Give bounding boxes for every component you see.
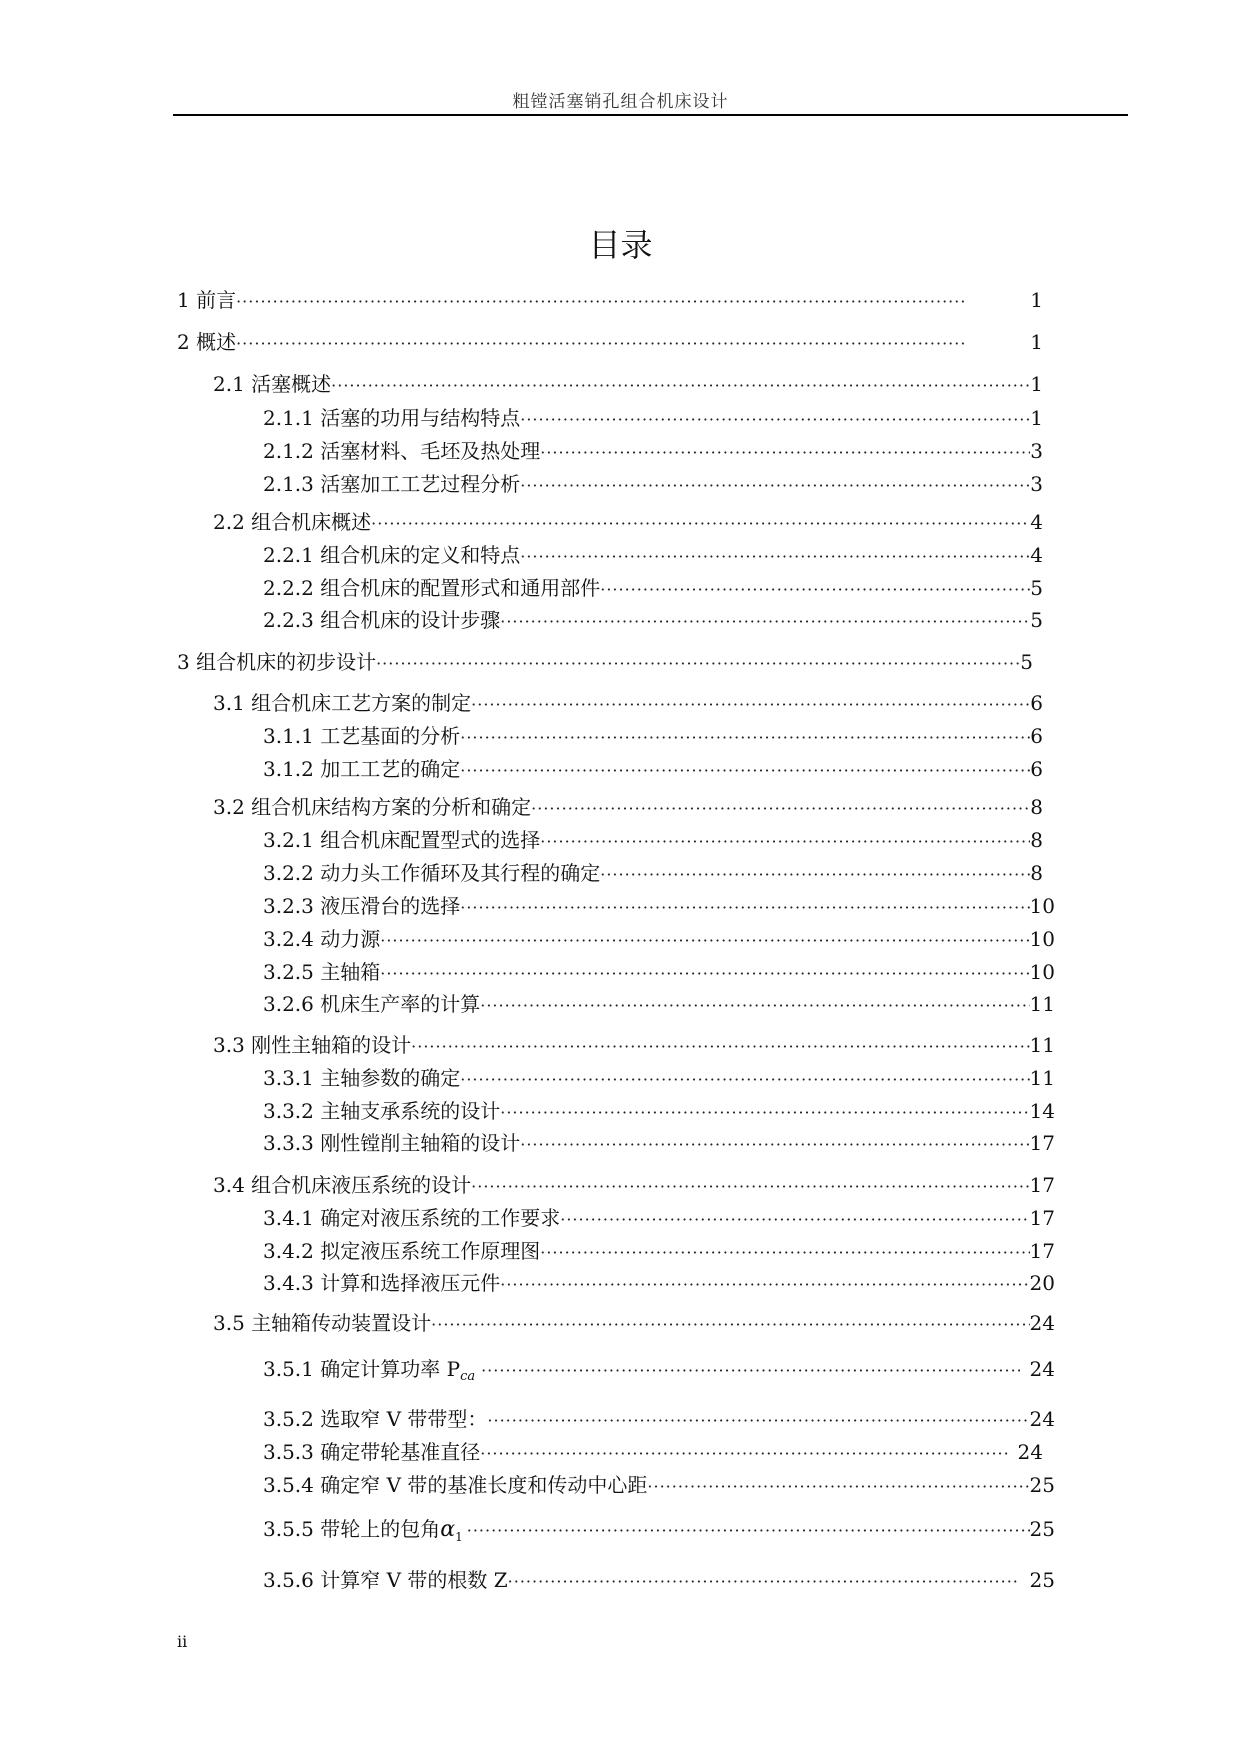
toc-entry-label <box>263 1355 475 1391</box>
toc-leader-dots <box>647 1473 1029 1501</box>
toc-entry-label: 3.4.1 确定对液压系统的工作要求 <box>263 1206 561 1230</box>
toc-entry[interactable] <box>263 1269 1055 1297</box>
toc-entry[interactable] <box>263 925 1055 953</box>
toc-entry-page: 24 <box>1029 1407 1055 1431</box>
toc-entry-page: 6 <box>1030 691 1043 715</box>
toc-entry-text: 3.5.5 带轮上的包角 <box>263 1517 441 1541</box>
toc-entry-page: 17 <box>1029 1173 1055 1197</box>
toc-entry-page: 14 <box>1029 1099 1055 1123</box>
subscript: 1 <box>455 1530 463 1544</box>
toc-entry[interactable] <box>177 328 1043 356</box>
header-rule <box>173 114 1128 116</box>
toc-entry[interactable] <box>263 404 1043 432</box>
toc-entry-page: 3 <box>1030 439 1043 463</box>
toc-entry-label: 3.2.2 动力头工作循环及其行程的确定 <box>263 861 601 885</box>
toc-title: 目录 <box>588 226 653 264</box>
toc-entry-text: 3.5.1 确定计算功率 P <box>263 1357 461 1381</box>
toc-entry-label: 3.5 主轴箱传动装置设计 <box>213 1311 432 1335</box>
toc-leader-dots <box>531 795 1030 823</box>
footer-page-number: ii <box>177 1632 188 1651</box>
toc-entry-label: 3.2.5 主轴箱 <box>263 960 381 984</box>
toc-entry-page: 4 <box>1030 543 1043 567</box>
toc-entry-page: 5 <box>1020 650 1033 674</box>
toc-entry-page: 25 <box>1029 1473 1055 1497</box>
toc-entry[interactable] <box>263 541 1043 569</box>
alpha-symbol: α <box>440 1517 456 1542</box>
toc-leader-dots <box>380 960 1029 988</box>
toc-entry-page: 24 <box>1017 1440 1043 1464</box>
toc-entry-page: 25 <box>1029 1568 1055 1592</box>
toc-leader-dots <box>376 650 1020 678</box>
toc-entry-label: 2.1.2 活塞材料、毛坯及热处理 <box>263 439 541 463</box>
toc-entry-label: 2 概述 <box>177 330 237 354</box>
toc-leader-dots <box>560 1206 1029 1234</box>
toc-leader-dots <box>540 439 1030 467</box>
toc-entry[interactable] <box>263 826 1043 854</box>
toc-entry-page: 17 <box>1029 1206 1055 1230</box>
toc-entry-label: 3.3.2 主轴支承系统的设计 <box>263 1099 501 1123</box>
toc-entry[interactable] <box>213 1031 1055 1059</box>
toc-entry-label: 3.2.3 液压滑台的选择 <box>263 894 461 918</box>
toc-leader-dots <box>520 543 1030 571</box>
toc-entry-label: 3.5.3 确定带轮基准直径 <box>263 1440 481 1464</box>
toc-entry-label: 2.2.3 组合机床的设计步骤 <box>263 608 501 632</box>
toc-leader-dots <box>500 608 1030 636</box>
toc-entry[interactable] <box>263 1471 1055 1499</box>
toc-entry[interactable] <box>263 722 1043 750</box>
toc-leader-dots <box>540 828 1030 856</box>
toc-leader-dots <box>236 288 1030 316</box>
toc-entry[interactable] <box>263 1129 1055 1157</box>
toc-entry-label: 2.2 组合机床概述 <box>213 510 372 534</box>
running-header: 粗镗活塞销孔组合机床设计 <box>512 92 729 112</box>
toc-entry[interactable] <box>263 990 1055 1018</box>
toc-entry-label: 2.1.1 活塞的功用与结构特点 <box>263 406 521 430</box>
toc-entry-page: 1 <box>1030 406 1043 430</box>
toc-entry-page: 11 <box>1029 992 1055 1016</box>
toc-entry-label: 3.4.2 拟定液压系统工作原理图 <box>263 1239 541 1263</box>
toc-leader-dots <box>460 724 1030 752</box>
toc-entry[interactable] <box>263 437 1043 465</box>
toc-entry-page: 1 <box>1030 288 1043 312</box>
toc-leader-dots <box>500 1271 1029 1299</box>
toc-entry[interactable] <box>263 1405 1055 1433</box>
toc-leader-dots <box>500 1099 1029 1127</box>
toc-entry-page: 10 <box>1029 960 1055 984</box>
toc-entry-page: 8 <box>1030 861 1043 885</box>
toc-entry[interactable] <box>263 606 1043 634</box>
toc-leader-dots <box>471 1173 1029 1201</box>
toc-entry-page: 6 <box>1030 724 1043 748</box>
toc-entry-page: 5 <box>1030 576 1043 600</box>
toc-entry[interactable] <box>263 1204 1055 1232</box>
toc-entry-page: 1 <box>1030 330 1043 354</box>
toc-entry-page: 1 <box>1030 372 1043 396</box>
toc-entry-label: 3.1.1 工艺基面的分析 <box>263 724 461 748</box>
toc-entry-label: 3.2.1 组合机床配置型式的选择 <box>263 828 541 852</box>
toc-entry-page: 25 <box>1029 1517 1055 1541</box>
toc-entry-label: 3.3.1 主轴参数的确定 <box>263 1066 461 1090</box>
toc-entry-label: 3.2 组合机床结构方案的分析和确定 <box>213 795 532 819</box>
toc-entry[interactable] <box>263 1515 1055 1543</box>
toc-entry-label: 3.4.3 计算和选择液压元件 <box>263 1271 501 1295</box>
toc-entry-page: 17 <box>1029 1239 1055 1263</box>
toc-leader-dots <box>236 330 1030 358</box>
toc-entry-label: 2.2.1 组合机床的定义和特点 <box>263 543 521 567</box>
toc-entry[interactable] <box>263 1438 1043 1466</box>
toc-leader-dots <box>460 1066 1029 1094</box>
toc-entry[interactable] <box>263 1566 1055 1594</box>
toc-entry-label: 2.1 活塞概述 <box>213 372 332 396</box>
toc-entry-page: 5 <box>1030 608 1043 632</box>
toc-leader-dots <box>460 894 1029 922</box>
toc-entry-label: 3.2.6 机床生产率的计算 <box>263 992 481 1016</box>
toc-leader-dots <box>371 510 1030 538</box>
toc-entry[interactable] <box>263 574 1043 602</box>
toc-leader-dots <box>508 1568 1020 1596</box>
toc-entry-page: 11 <box>1029 1033 1055 1057</box>
toc-entry[interactable] <box>263 1237 1055 1265</box>
toc-entry-label: 3.5.2 选取窄 V 带带型： <box>263 1407 488 1431</box>
toc-leader-dots <box>487 1407 1029 1435</box>
toc-entry-page: 20 <box>1029 1271 1055 1295</box>
toc-entry[interactable] <box>213 1309 1055 1337</box>
toc-entry-label: 2.1.3 活塞加工工艺过程分析 <box>263 472 521 496</box>
toc-entry-page: 4 <box>1030 510 1043 534</box>
toc-entry[interactable] <box>263 958 1055 986</box>
toc-entry-label: 3.5.6 计算窄 V 带的根数 Z <box>263 1568 508 1592</box>
toc-entry-label: 3.2.4 动力源 <box>263 927 381 951</box>
toc-entry[interactable] <box>213 370 1043 398</box>
toc-entry[interactable] <box>263 470 1043 498</box>
toc-leader-dots <box>471 691 1030 719</box>
toc-leader-dots <box>600 576 1030 604</box>
toc-leader-dots <box>411 1033 1029 1061</box>
toc-leader-dots <box>520 472 1030 500</box>
toc-entry-label: 3.3 刚性主轴箱的设计 <box>213 1033 412 1057</box>
toc-leader-dots <box>520 406 1030 434</box>
toc-entry[interactable] <box>263 892 1055 920</box>
toc-entry-label: 1 前言 <box>177 288 237 312</box>
toc-entry-page: 11 <box>1029 1066 1055 1090</box>
toc-entry-page: 24 <box>1029 1357 1055 1381</box>
toc-leader-dots <box>467 1517 1030 1545</box>
toc-entry[interactable] <box>213 793 1043 821</box>
toc-entry-page: 6 <box>1030 757 1043 781</box>
toc-entry-label: 3.1 组合机床工艺方案的制定 <box>213 691 472 715</box>
toc-leader-dots <box>520 1131 1029 1159</box>
toc-entry[interactable] <box>263 859 1043 887</box>
toc-entry-page: 24 <box>1029 1311 1055 1335</box>
toc-entry-page: 10 <box>1029 894 1055 918</box>
subscript: ca <box>460 1369 476 1384</box>
toc-leader-dots <box>460 757 1030 785</box>
toc-entry-label: 3.5.4 确定窄 V 带的基准长度和传动中心距 <box>263 1473 648 1497</box>
toc-entry-label: 3.3.3 刚性镗削主轴箱的设计 <box>263 1131 521 1155</box>
toc-leader-dots <box>481 1357 1019 1385</box>
toc-entry-page: 8 <box>1030 828 1043 852</box>
toc-leader-dots <box>331 372 1030 400</box>
toc-entry[interactable] <box>263 1064 1055 1092</box>
toc-entry[interactable] <box>213 689 1043 717</box>
toc-entry[interactable] <box>263 755 1043 783</box>
toc-entry-label: 2.2.2 组合机床的配置形式和通用部件 <box>263 576 601 600</box>
toc-leader-dots <box>380 927 1029 955</box>
toc-entry[interactable] <box>213 508 1043 536</box>
toc-entry[interactable] <box>263 1097 1055 1125</box>
toc-entry-label: 3.4 组合机床液压系统的设计 <box>213 1173 472 1197</box>
toc-entry-page: 10 <box>1029 927 1055 951</box>
toc-entry-page: 17 <box>1029 1131 1055 1155</box>
toc-entry[interactable] <box>263 1355 1055 1383</box>
toc-entry-label <box>263 1515 463 1551</box>
toc-entry[interactable] <box>177 648 1033 676</box>
toc-leader-dots <box>600 861 1030 889</box>
toc-leader-dots <box>431 1311 1029 1339</box>
toc-entry-page: 8 <box>1030 795 1043 819</box>
toc-entry-label: 3.1.2 加工工艺的确定 <box>263 757 461 781</box>
toc-entry[interactable] <box>213 1171 1055 1199</box>
toc-entry-label: 3 组合机床的初步设计 <box>177 650 377 674</box>
toc-leader-dots <box>480 1440 1007 1468</box>
toc-leader-dots <box>480 992 1029 1020</box>
toc-entry[interactable] <box>177 286 1043 314</box>
toc-entry-page: 3 <box>1030 472 1043 496</box>
toc-leader-dots <box>540 1239 1029 1267</box>
